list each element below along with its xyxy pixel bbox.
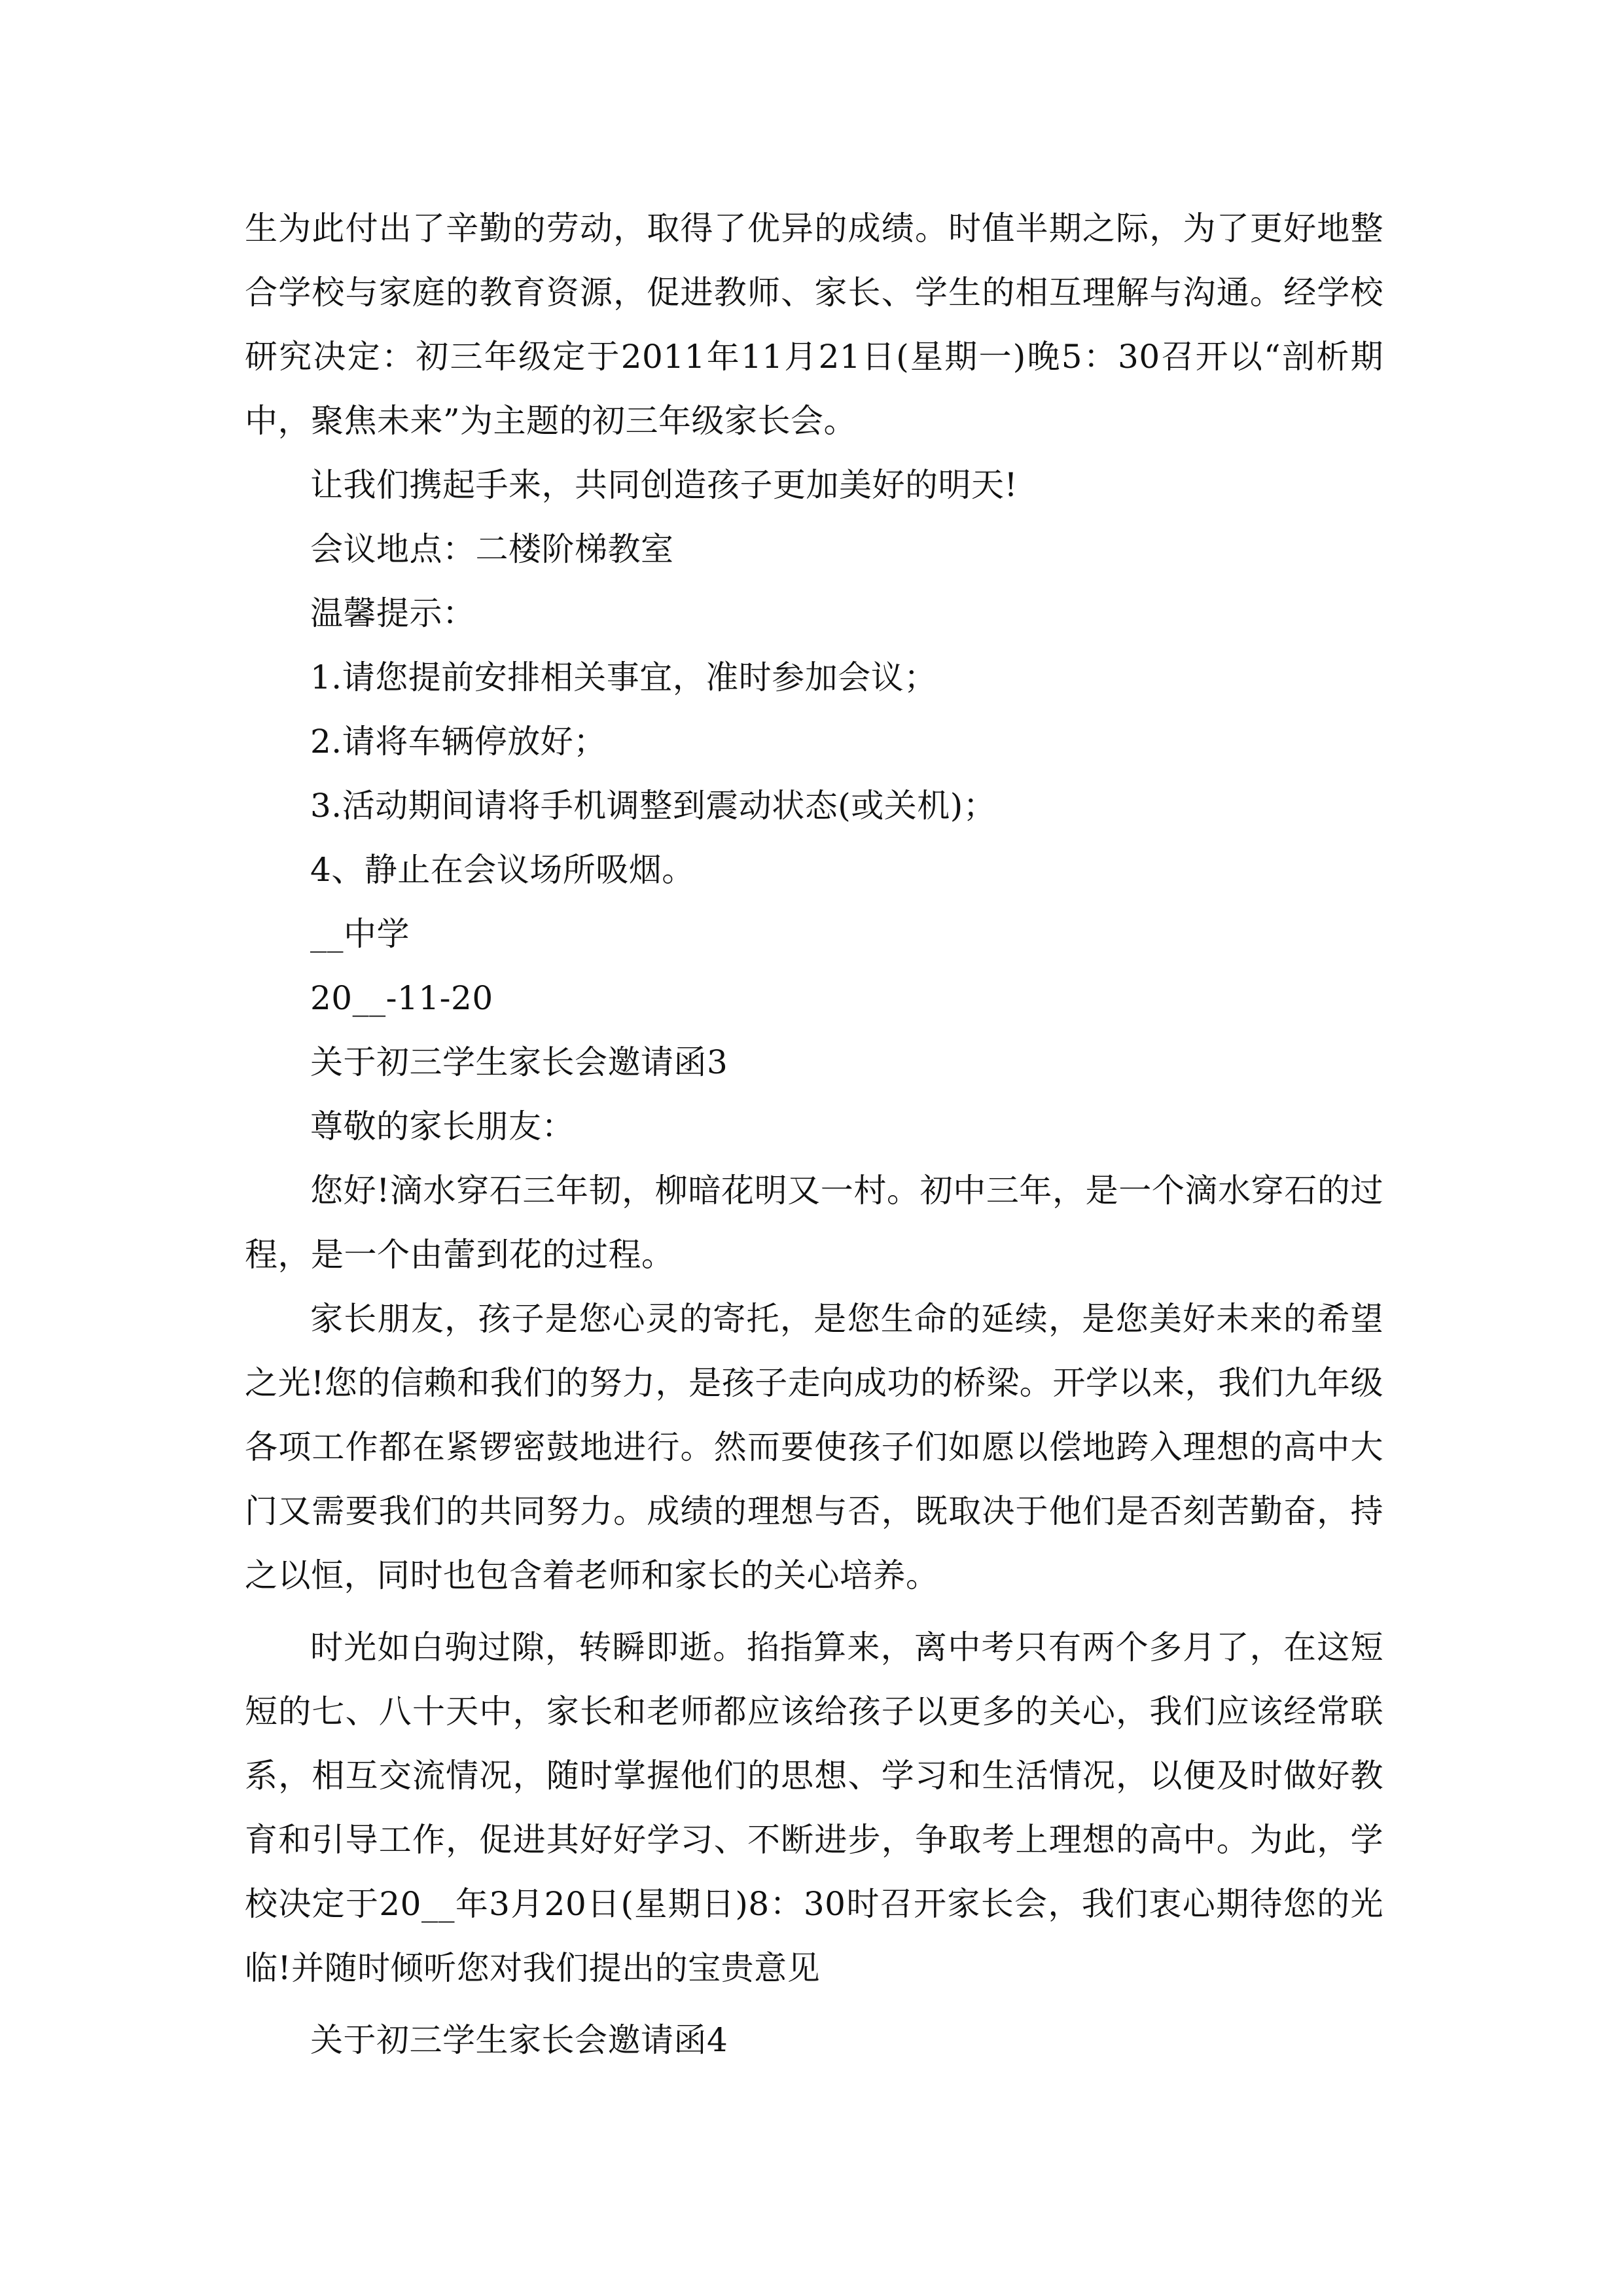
- section-title-3: 关于初三学生家长会邀请函3: [310, 1043, 728, 1081]
- tip-item-4: 4、静止在会议场所吸烟。: [310, 851, 695, 889]
- salutation: 尊敬的家长朋友：: [310, 1107, 575, 1145]
- paragraph-parents-friends: 家长朋友，孩子是您心灵的寄托，是您生命的延续，是您美好未来的希望之光!您的信赖和我们的努力，是孩子走向成功的桥梁。开学以来，我们九年级各项工作都在紧锣密鼓地进行。然而要使孩子们如愿以偿地跨入理想的高中大门又需要我们的共同努力。成绩的理想与否，既取决于他们是否刻苦勤奋，持之以恒，同时也包含着老师和家长的关心培养。: [245, 1300, 1383, 1594]
- paragraph-join-hands: 让我们携起手来，共同创造孩子更加美好的明天!: [310, 466, 1018, 504]
- paragraph-meeting-decision: 生为此付出了辛勤的劳动，取得了优异的成绩。时值半期之际，为了更好地整合学校与家庭的教育资源，促进教师、家长、学生的相互理解与沟通。经学校研究决定：初三年级定于2011年11月21日(星期一)晚5：30召开以“剖析期中，聚焦未来”为主题的初三年级家长会。: [245, 209, 1383, 440]
- signature-school: __中学: [310, 915, 410, 953]
- paragraph-meeting-location: 会议地点：二楼阶梯教室: [310, 530, 674, 568]
- document-body: [245, 196, 1383, 2072]
- paragraph-time-flies: 时光如白驹过隙，转瞬即逝。掐指算来，离中考只有两个多月了，在这短短的七、八十天中，家长和老师都应该给孩子以更多的关心，我们应该经常联系，相互交流情况，随时掌握他们的思想、学习和生活情况，以便及时做好教育和引导工作，促进其好好学习、不断进步，争取考上理想的高中。为此，学校决定于20__年3月20日(星期日)8：30时召开家长会，我们衷心期待您的光临!并随时倾听您对我们提出的宝贵意见: [245, 1628, 1383, 1987]
- tip-item-2: 2.请将车辆停放好；: [310, 723, 607, 761]
- paragraph-tips-heading: 温馨提示：: [310, 594, 476, 632]
- tip-item-1: 1.请您提前安排相关事宜，准时参加会议；: [310, 658, 937, 696]
- paragraph-greeting: 您好!滴水穿石三年韧，柳暗花明又一村。初中三年，是一个滴水穿石的过程，是一个由蕾到花的过程。: [245, 1172, 1383, 1274]
- section-title-4: 关于初三学生家长会邀请函4: [310, 2021, 728, 2059]
- signature-date: 20__-11-20: [310, 979, 493, 1017]
- tip-item-3: 3.活动期间请将手机调整到震动状态(或关机)；: [310, 787, 997, 825]
